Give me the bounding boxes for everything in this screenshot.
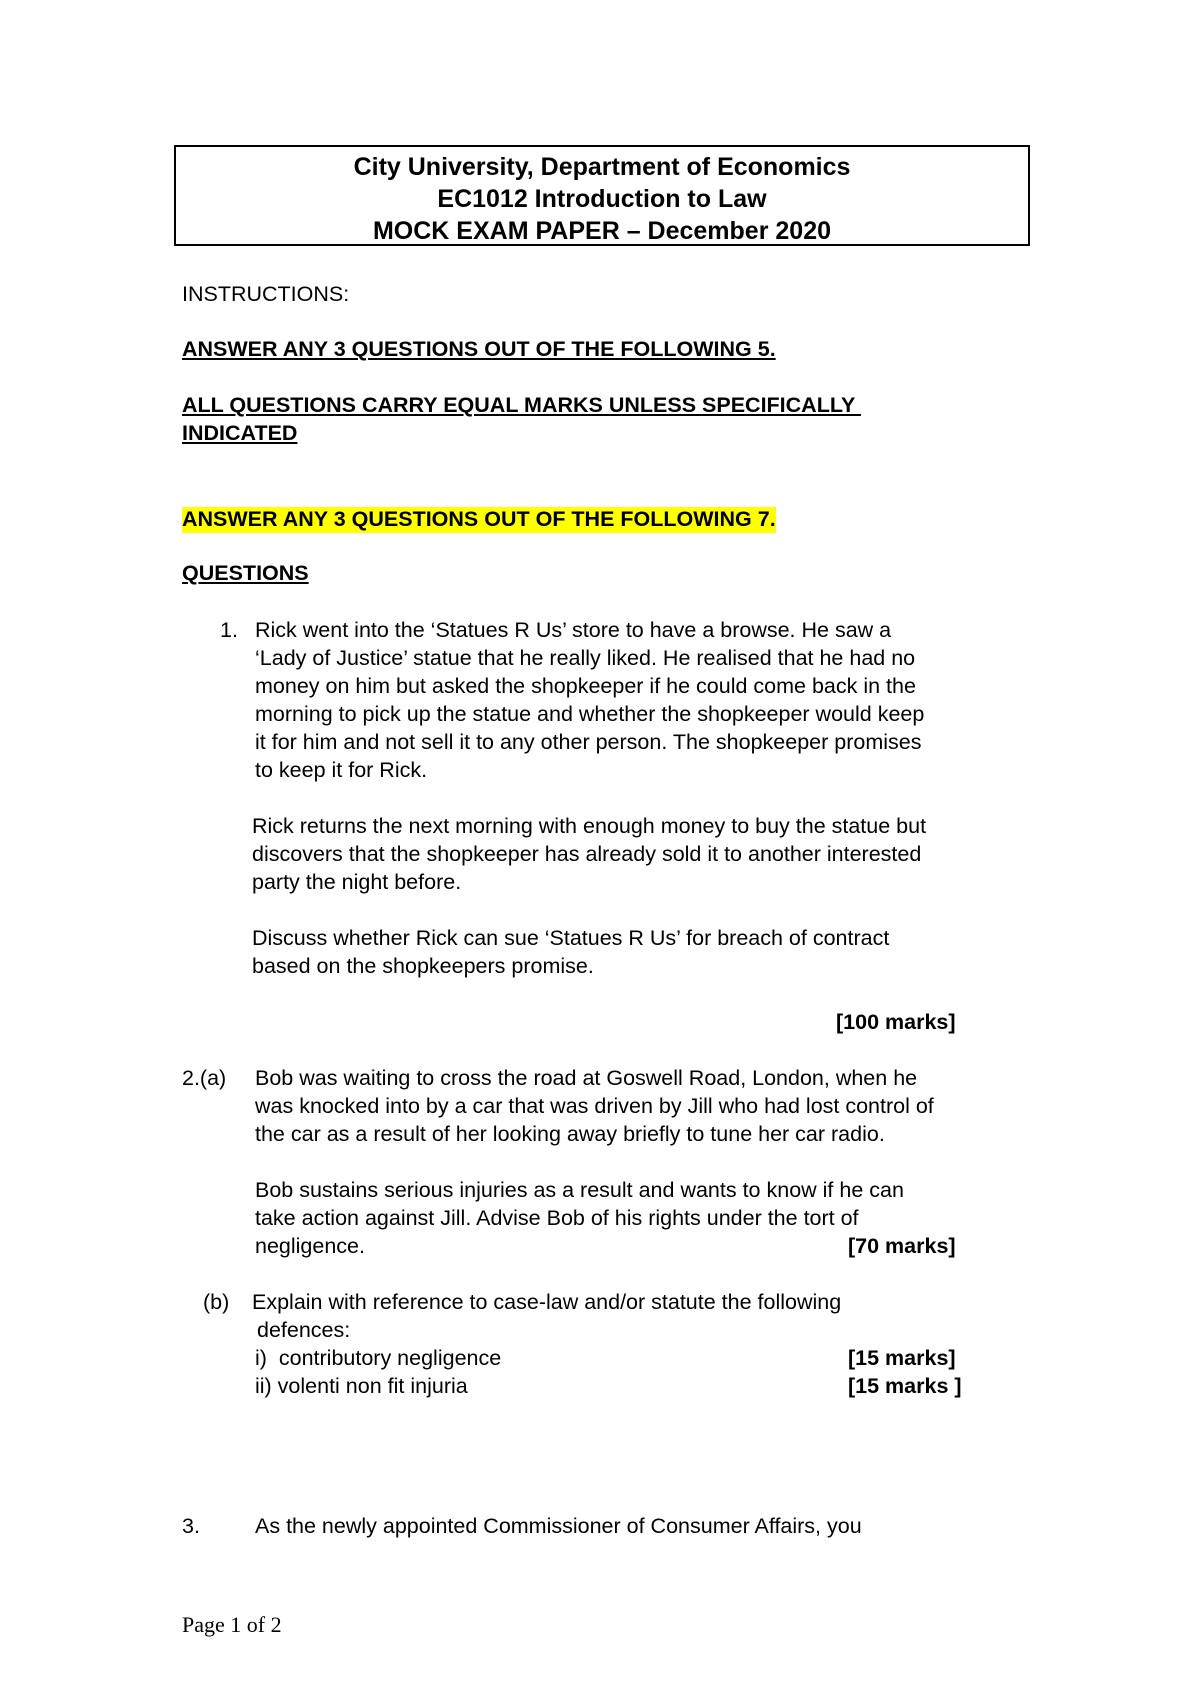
q2b-line: defences: bbox=[257, 1318, 351, 1342]
q1-line: to keep it for Rick. bbox=[255, 758, 428, 782]
q2b-item-i: i) contributory negligence bbox=[255, 1346, 502, 1370]
instruction-equal-marks-1: ALL QUESTIONS CARRY EQUAL MARKS UNLESS SPECIFICALLY bbox=[182, 393, 861, 417]
questions-heading: QUESTIONS bbox=[182, 561, 309, 585]
instruction-answer-7-highlighted: ANSWER ANY 3 QUESTIONS OUT OF THE FOLLOWING 7. bbox=[182, 507, 776, 531]
q2-line: negligence. bbox=[255, 1234, 365, 1258]
title-box bbox=[174, 145, 1030, 246]
q1-line: party the night before. bbox=[252, 870, 462, 894]
q2b-item-ii: ii) volenti non fit injuria bbox=[255, 1374, 468, 1398]
q1-line: Discuss whether Rick can sue ‘Statues R Us’ for breach of contract bbox=[252, 926, 890, 950]
q2-line: take action against Jill. Advise Bob of his rights under the tort of bbox=[255, 1206, 859, 1230]
q1-line: discovers that the shopkeeper has already sold it to another interested bbox=[252, 842, 922, 866]
exam-title: MOCK EXAM PAPER – December 2020 bbox=[372, 217, 832, 245]
q2-line: Bob sustains serious injuries as a result and wants to know if he can bbox=[255, 1178, 904, 1202]
q1-line: Rick returns the next morning with enough money to buy the statue but bbox=[252, 814, 927, 838]
q2-line: Bob was waiting to cross the road at Goswell Road, London, when he bbox=[255, 1066, 918, 1090]
q1-line: money on him but asked the shopkeeper if he could come back in the bbox=[255, 674, 916, 698]
q1-line: ‘Lady of Justice’ statue that he really liked. He realised that he had no bbox=[255, 646, 916, 670]
q1-line: based on the shopkeepers promise. bbox=[252, 954, 594, 978]
q3-number: 3. bbox=[182, 1514, 200, 1538]
q2b-line: Explain with reference to case-law and/or statute the following bbox=[252, 1290, 842, 1314]
q1-marks: [100 marks] bbox=[836, 1010, 956, 1034]
q1-line: it for him and not sell it to any other person. The shopkeeper promises bbox=[255, 730, 922, 754]
q2b-label: (b) bbox=[203, 1290, 230, 1314]
q2-line: the car as a result of her looking away briefly to tune her car radio. bbox=[255, 1122, 885, 1146]
page-number: Page 1 of 2 bbox=[182, 1612, 282, 1637]
q2-line: was knocked into by a car that was driven by Jill who had lost control of bbox=[255, 1094, 934, 1118]
instruction-answer-5: ANSWER ANY 3 QUESTIONS OUT OF THE FOLLOWING 5. bbox=[182, 337, 776, 361]
instruction-equal-marks-2: INDICATED bbox=[182, 421, 298, 445]
q1-line: Rick went into the ‘Statues R Us’ store to have a browse. He saw a bbox=[255, 618, 892, 642]
q1-line: morning to pick up the statue and whether the shopkeeper would keep bbox=[255, 702, 925, 726]
instructions-heading: INSTRUCTIONS: bbox=[182, 282, 350, 306]
course-title: EC1012 Introduction to Law bbox=[437, 185, 767, 213]
q2a-marks: [70 marks] bbox=[848, 1234, 956, 1258]
q2b-item-ii-marks: [15 marks ] bbox=[848, 1374, 962, 1398]
q2b-item-i-marks: [15 marks] bbox=[848, 1346, 956, 1370]
q1-number: 1. bbox=[220, 618, 238, 642]
university-title: City University, Department of Economics bbox=[353, 153, 851, 181]
q3-line: As the newly appointed Commissioner of Consumer Affairs, you bbox=[255, 1514, 862, 1538]
q2-number: 2.(a) bbox=[182, 1066, 227, 1090]
